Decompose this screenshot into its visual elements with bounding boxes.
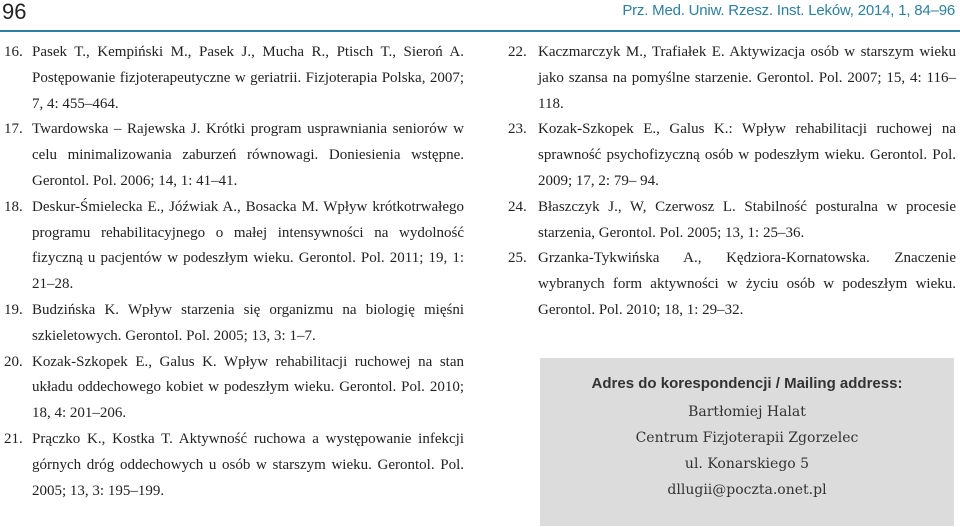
reference-text: Kaczmarczyk M., Trafiałek E. Aktywizacja osób w starszym wieku jako szansa na pomyślne starzenie. Gerontol. Pol. 2007; 15, 4: 116–118. [538, 44, 956, 112]
reference-text: Twardowska – Rajewska J. Krótki program usprawniania seniorów w celu minimalizowania zaburzeń równowagi. Doniesienia wstępne. Gerontol. Pol. 2006; 14, 1: 41–41. [32, 121, 464, 189]
reference-number: 24. [508, 198, 527, 215]
page-header [0, 0, 960, 30]
reference-item [508, 246, 956, 323]
reference-text: Pasek T., Kempiński M., Pasek J., Mucha R., Ptisch T., Sieroń A. Postępowanie fizjoterapeutyczne w geriatrii. Fizjoterapia Polska, 2007; 7, 4: 455–464. [32, 44, 464, 112]
header-rule [0, 30, 960, 32]
reference-text: Błaszczyk J., W, Czerwosz L. Stabilność posturalna w procesie starzenia, Gerontol. Pol. 2005; 13, 1: 25–36. [538, 198, 956, 241]
running-title: Prz. Med. Uniw. Rzesz. Inst. Leków, 2014, 1, 84–96 [622, 2, 955, 19]
reference-number: 18. [4, 198, 23, 215]
references-left-column [4, 40, 464, 504]
reference-number: 23. [508, 121, 527, 138]
correspondence-email[interactable]: dllugii@poczta.onet.pl [667, 482, 827, 498]
reference-item [4, 195, 464, 298]
correspondence-street: ul. Konarskiego 5 [684, 456, 810, 472]
correspondence-institution: Centrum Fizjoterapii Zgorzelec [635, 430, 859, 446]
correspondence-title: Adres do korespondencji / Mailing address: [591, 375, 903, 392]
reference-item [4, 427, 464, 504]
reference-text: Budzińska K. Wpływ starzenia się organizmu na biologię mięśni szkieletowych. Gerontol. Pol. 2005; 13, 3: 1–7. [32, 301, 464, 344]
reference-number: 20. [4, 353, 23, 370]
reference-number: 19. [4, 301, 23, 318]
reference-item [4, 350, 464, 427]
reference-number: 22. [508, 44, 527, 60]
reference-number: 25. [508, 250, 527, 267]
reference-text: Kozak-Szkopek E., Galus K.: Wpływ rehabilitacji ruchowej na sprawność psychofizyczną osób w podeszłym wieku. Gerontol. Pol. 2009; 17, 2: 79– 94. [538, 121, 956, 189]
reference-item [4, 298, 464, 350]
reference-item [508, 195, 956, 247]
reference-number: 16. [4, 44, 23, 60]
reference-number: 21. [4, 430, 23, 447]
reference-text: Grzanka-Tykwińska A., Kędziora-Kornatowska. Znaczenie wybranych form aktywności w życiu osób w podeszłym wieku. Gerontol. Pol. 2010; 18, 1: 29–32. [538, 250, 956, 318]
reference-item [4, 117, 464, 194]
reference-item [508, 40, 956, 117]
reference-item [508, 117, 956, 194]
correspondence-box [540, 358, 954, 526]
reference-text: Deskur-Śmielecka E., Jóźwiak A., Bosacka M. Wpływ krótkotrwałego programu rehabilitacyjnego o małej intensywności na wydolność fizyczną u pacjentów w podeszłym wieku. Gerontol. Pol. 2011; 19, 1: 21–28. [32, 198, 464, 293]
reference-item [4, 40, 464, 117]
reference-text: Prączko K., Kostka T. Aktywność ruchowa a występowanie infekcji górnych dróg oddechowych u osób w starszym wieku. Gerontol. Pol. 2005; 13, 3: 195–199. [32, 430, 464, 499]
reference-number: 17. [4, 121, 23, 138]
references-right-column [508, 40, 956, 324]
reference-text: Kozak-Szkopek E., Galus K. Wpływ rehabilitacji ruchowej na stan układu oddechowego kobiet w podeszłym wieku. Gerontol. Pol. 2010; 18, 4: 201–206. [32, 353, 464, 422]
page-number: 96 [2, 0, 27, 24]
correspondence-name: Bartłomiej Halat [688, 404, 806, 420]
